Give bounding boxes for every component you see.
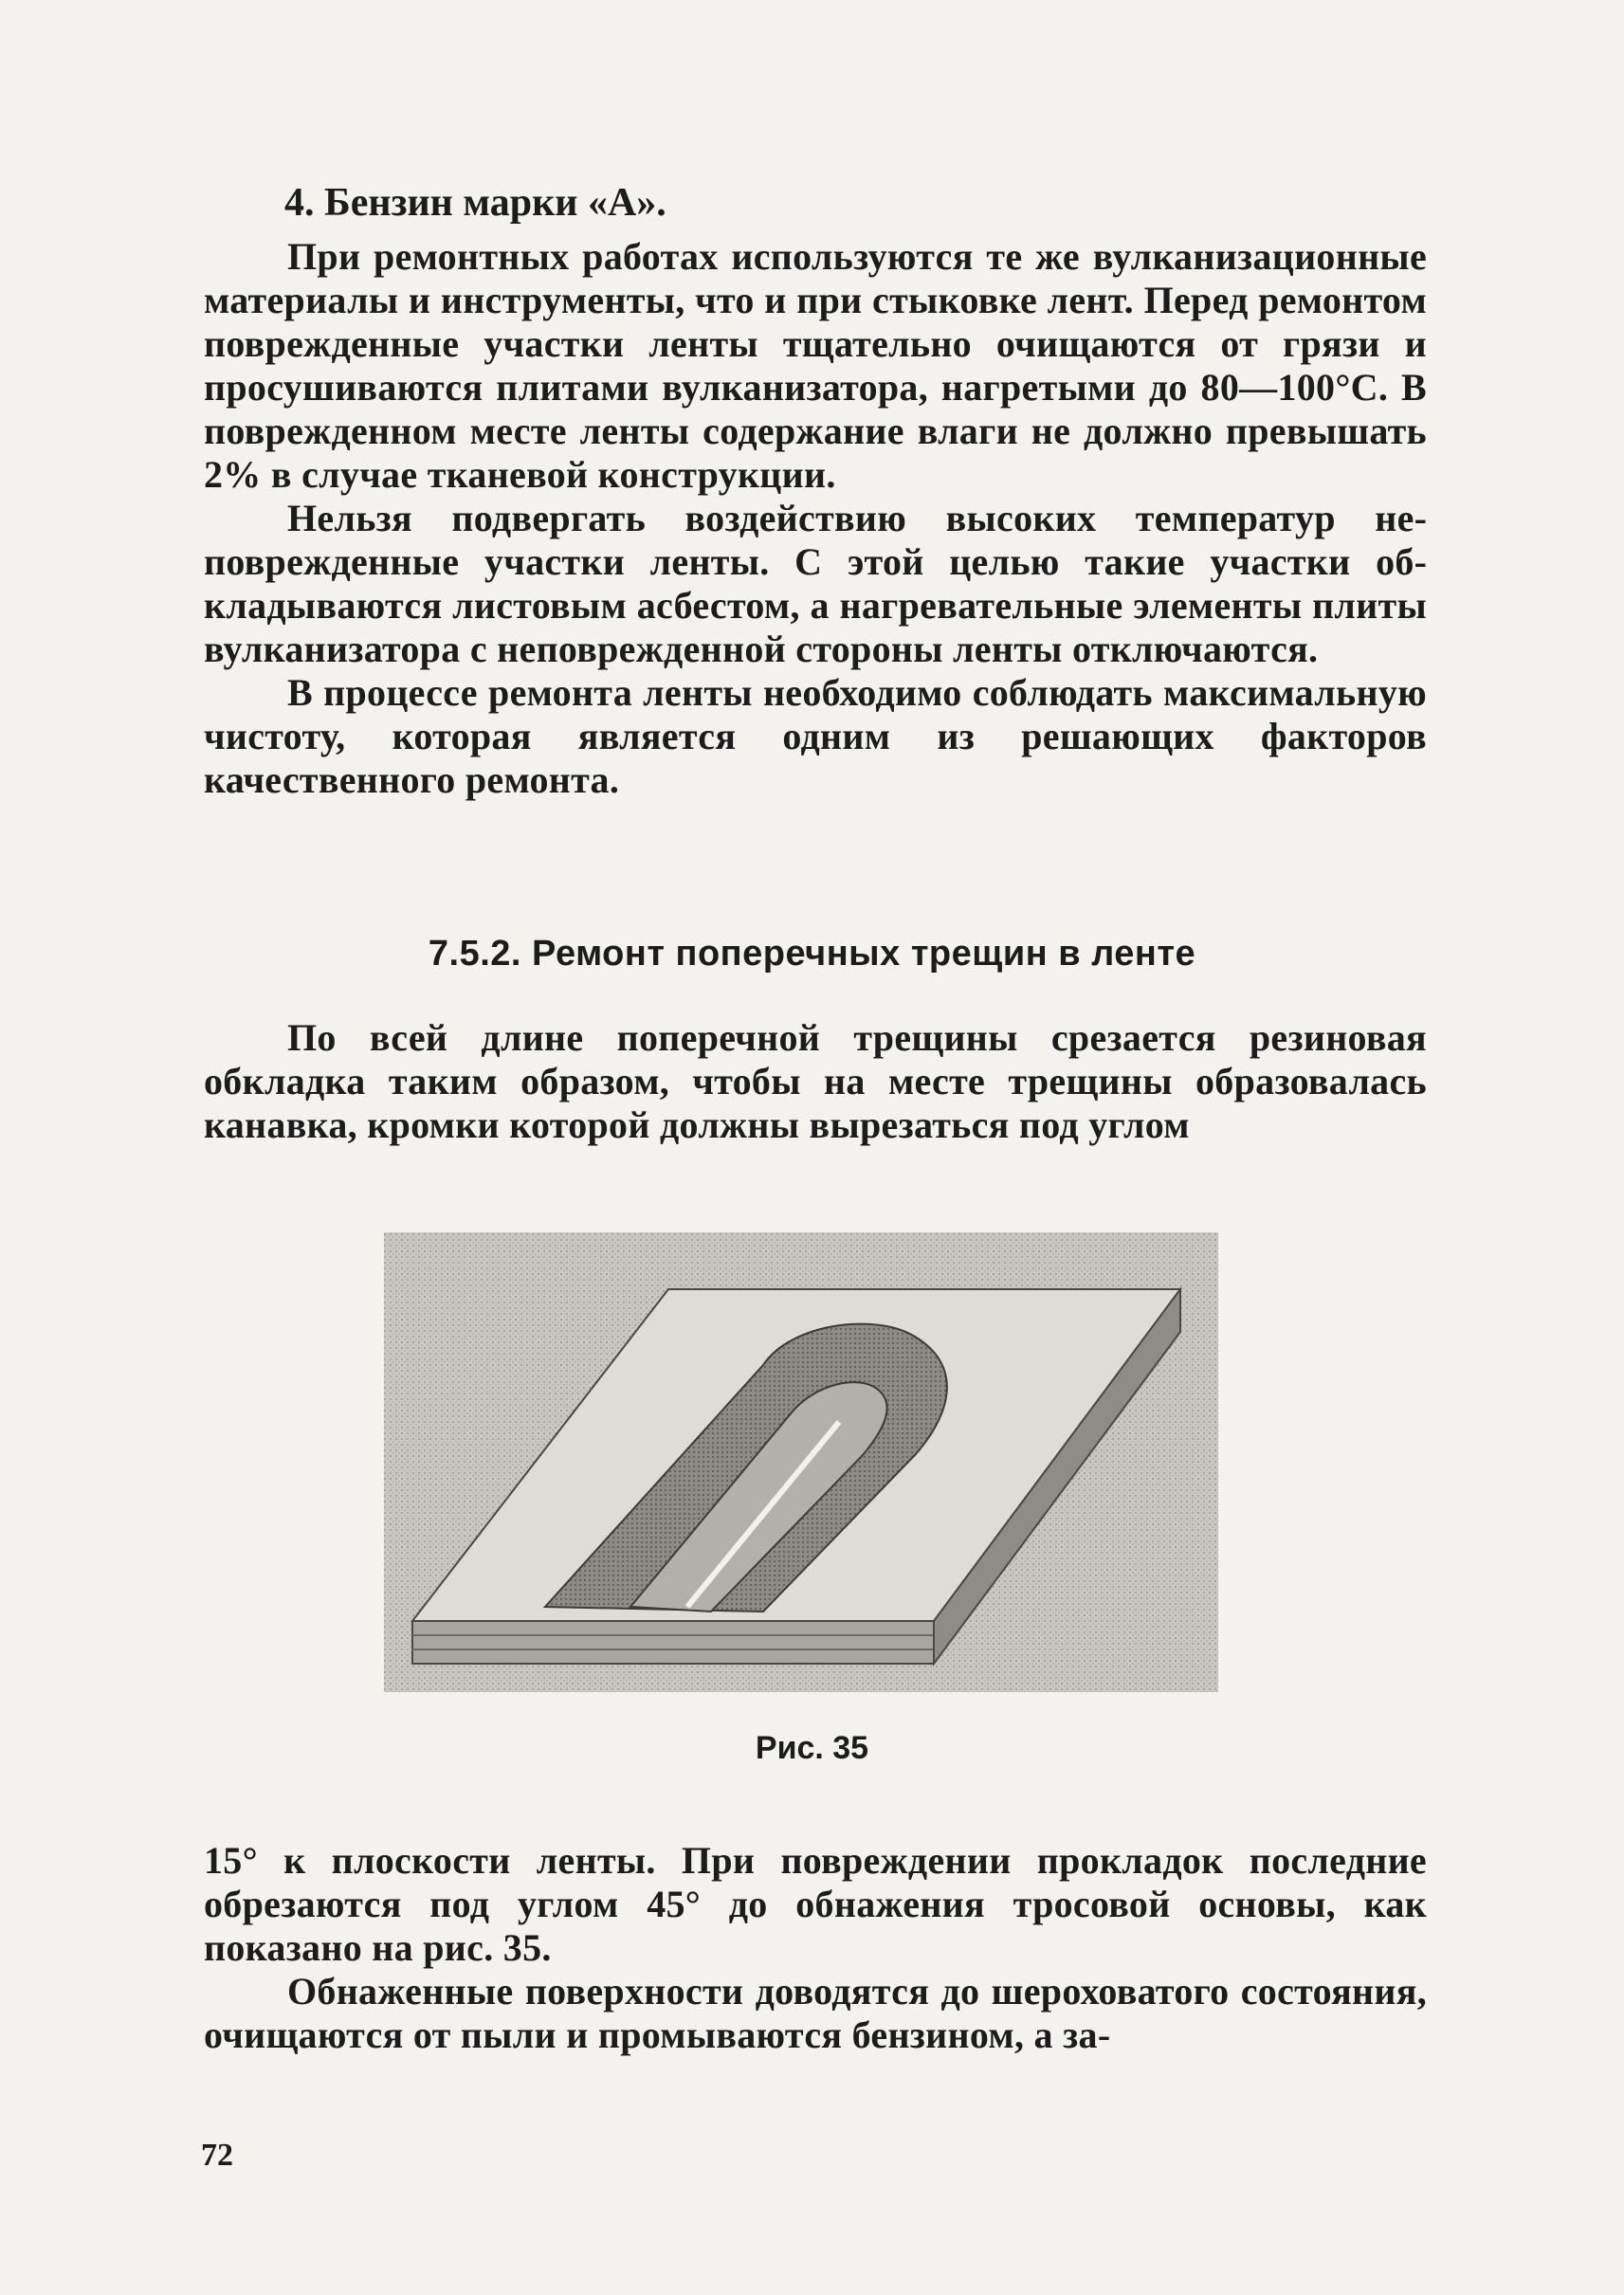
section-heading: 7.5.2. Ремонт поперечных трещин в ленте (428, 934, 1196, 974)
paragraph: Нельзя подвергать воздействию высоких температур неповрежденные участки ленты. С этой целью такие участки обкладываются листовым асбестом, а нагревательные элементы плиты вулканизатора с неповрежденной стороны ленты отключаются. (204, 497, 1427, 670)
middle-text-block (204, 1016, 1427, 1147)
paragraph: В процессе ремонта ленты необходимо соблюдать максимальную чистоту, которая является одним из решающих факторов качественного ремонта. (204, 671, 1427, 801)
belt-front-face (412, 1621, 934, 1664)
top-text-block (204, 235, 1427, 802)
paragraph: Обнаженные поверхности доводятся до шероховатого состояния, очищаются от пыли и промываются бензином, а за- (204, 1970, 1427, 2056)
belt-repair-drawing (384, 1232, 1218, 1692)
figure-35-illustration (384, 1232, 1218, 1692)
paragraph: При ремонтных работах используются те же вулканизационные материалы и инструменты, что и при стыковке лент. Перед ремонтом поврежденные участки ленты тщательно очищаются от грязи и просушиваются плитами вулканизатора, нагретыми до 80—100°С. В поврежденном месте ленты содержание влаги не должно превышать 2% в случае тканевой конструкции. (204, 235, 1427, 496)
paragraph: По всей длине поперечной трещины срезается резиновая обкладка таким образом, чтобы на месте трещины образовалась канавка, кромки которой должны вырезаться под углом (204, 1016, 1427, 1146)
bottom-text-block (204, 1839, 1427, 2057)
paragraph: 15° к плоскости ленты. При повреждении прокладок последние обрезаются под углом 45° до обнажения тросовой основы, как показано на рис. 35. (204, 1839, 1427, 1969)
list-item-title: 4. Бензин марки «А». (284, 181, 666, 225)
figure-caption: Рис. 35 (755, 1730, 869, 1766)
page-number: 72 (201, 2138, 233, 2173)
